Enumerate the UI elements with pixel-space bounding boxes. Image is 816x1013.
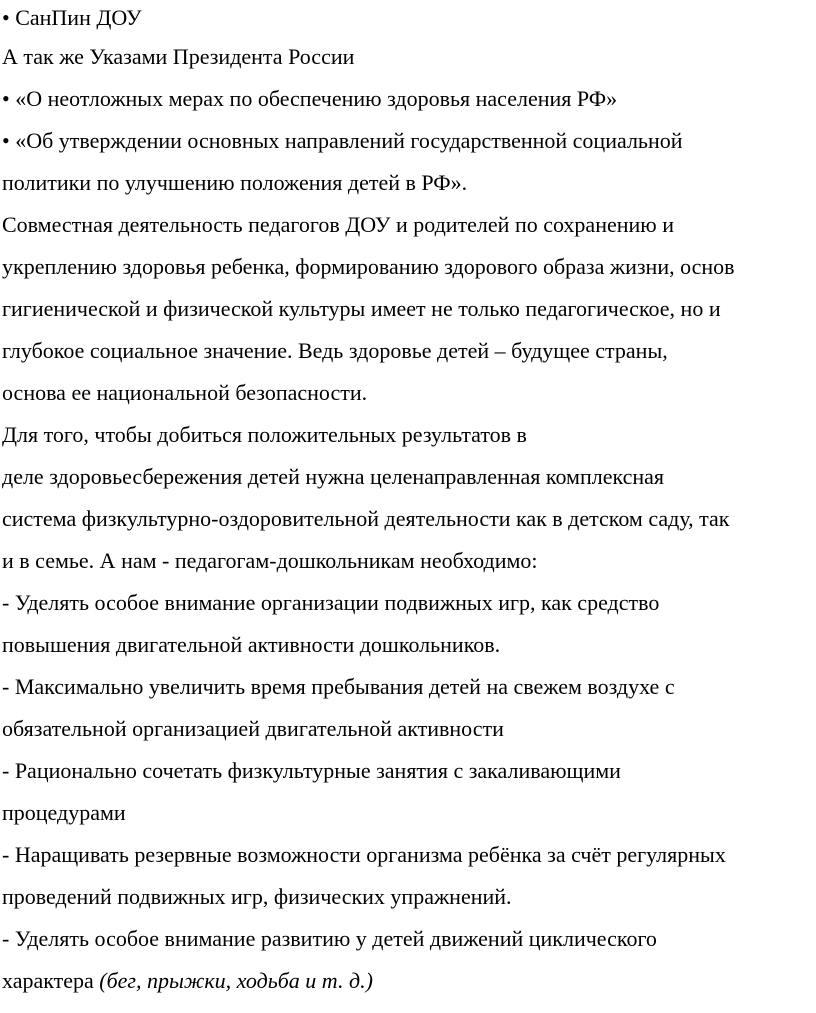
text-line: Совместная деятельность педагогов ДОУ и родителей по сохранению и	[2, 212, 674, 237]
text-line: глубокое социальное значение. Ведь здоровье детей – будущее страны,	[2, 338, 668, 363]
text-line: и в семье. А нам - педагогам-дошкольникам необходимо:	[2, 548, 538, 573]
text-line: А так же Указами Президента России	[2, 44, 355, 69]
text-line: • СанПин ДОУ	[2, 5, 142, 30]
document-body	[2, 0, 816, 1002]
text-line: - Рационально сочетать физкультурные занятия с закаливающими	[2, 758, 621, 783]
text-line: - Уделять особое внимание организации подвижных игр, как средство	[2, 590, 660, 615]
last-text-line	[2, 960, 816, 1002]
text-line: • «Об утверждении основных направлений государственной социальной	[2, 128, 683, 153]
text-line: деле здоровьесбережения детей нужна целенаправленная комплексная	[2, 464, 665, 489]
last-line-italic-text: (бег, прыжки, ходьба и т. д.)	[99, 968, 373, 993]
text-line: гигиенической и физической культуры имеет не только педагогическое, но и	[2, 296, 721, 321]
text-line: система физкультурно-оздоровительной деятельности как в детском саду, так	[2, 506, 730, 531]
text-line: - Максимально увеличить время пребывания детей на свежем воздухе с	[2, 674, 675, 699]
text-line: повышения двигательной активности дошкольников.	[2, 632, 501, 657]
text-line: - Уделять особое внимание развитию у детей движений циклического	[2, 926, 657, 951]
text-line: укреплению здоровья ребенка, формированию здорового образа жизни, основ	[2, 254, 735, 279]
text-line: обязательной организацией двигательной активности	[2, 716, 504, 741]
text-line: - Наращивать резервные возможности организма ребёнка за счёт регулярных	[2, 842, 726, 867]
text-line: • «О неотложных мерах по обеспечению здоровья населения РФ»	[2, 86, 618, 111]
text-line: проведений подвижных игр, физических упражнений.	[2, 884, 512, 909]
text-line: политики по улучшению положения детей в РФ».	[2, 170, 468, 195]
text-line: процедурами	[2, 800, 126, 825]
text-line: Для того, чтобы добиться положительных результатов в	[2, 422, 527, 447]
last-line-plain-text: характера	[2, 968, 100, 993]
text-line: основа ее национальной безопасности.	[2, 380, 368, 405]
